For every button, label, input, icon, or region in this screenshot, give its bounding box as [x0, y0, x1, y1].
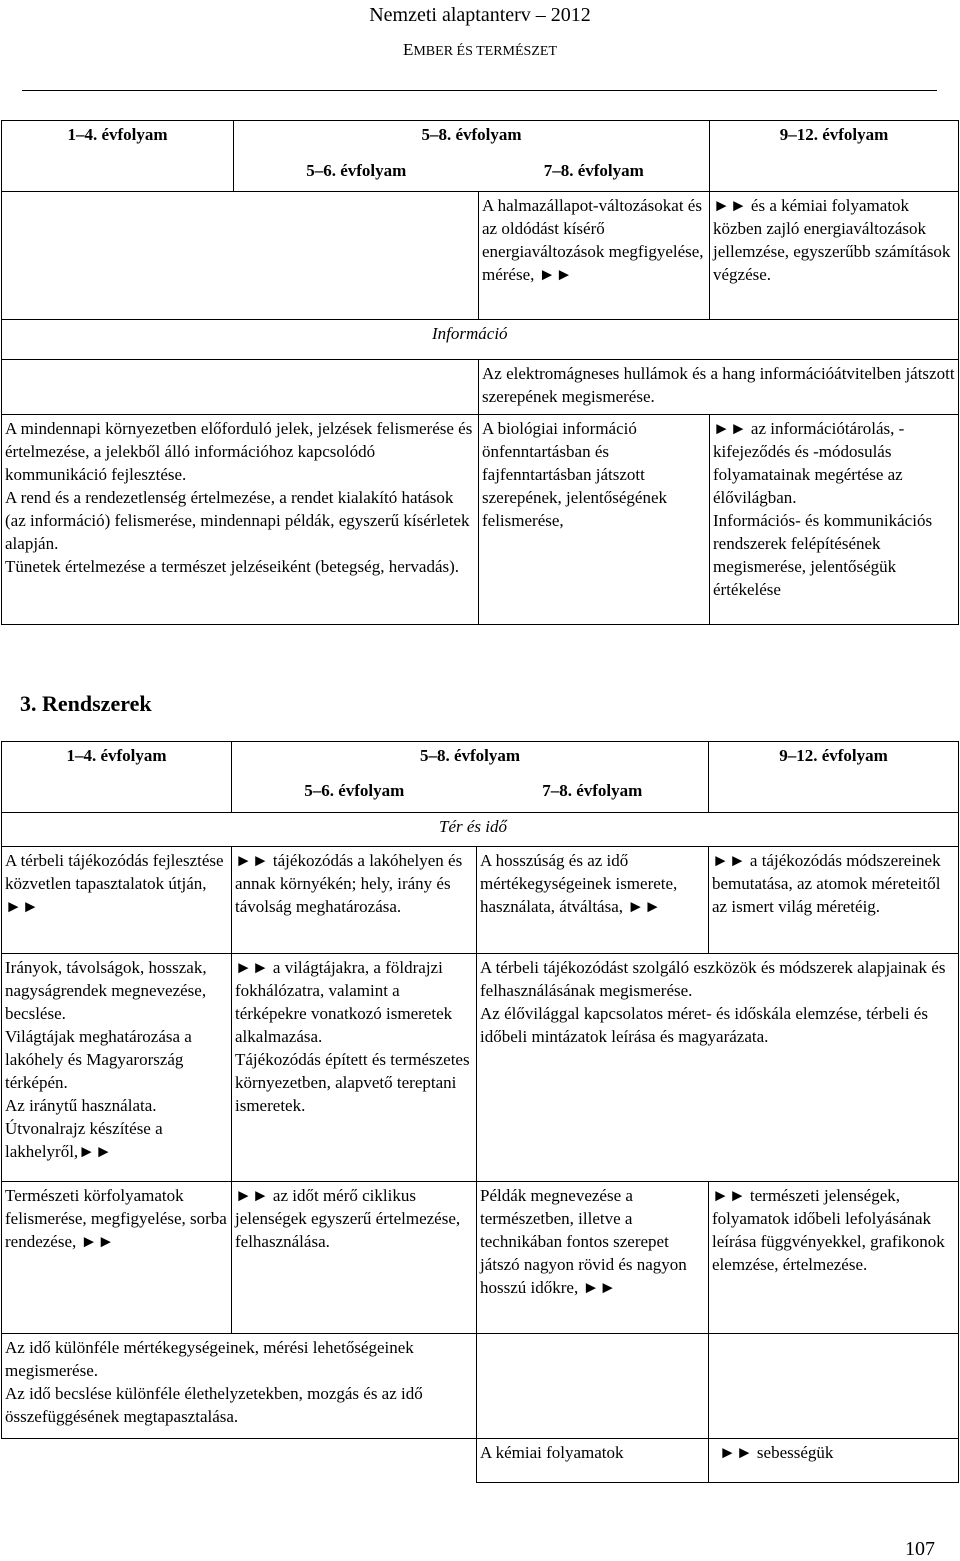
t2-header-9-12: 9–12. évfolyam	[709, 742, 959, 813]
t2-r2-1-4-para: Irányok, távolságok, hosszak, nagyságrendek megnevezése, becslése.	[5, 958, 207, 1023]
t2-r2-5-6-para: ►► a világtájakra, a földrajzi fokhálózatra, valamint a térképekre vonatkozó ismeretek alkalmazása.	[235, 958, 453, 1046]
header-rule	[22, 90, 937, 91]
t1-header-7-8: 7–8. évfolyam	[479, 157, 710, 192]
t1-row-c-9-12-para: Információs- és kommunikációs rendszerek felépítésének megismerése, jelentőségük értékelése	[713, 511, 933, 599]
t1-row-a-9-12: ►► és a kémiai folyamatok közben zajló energiaváltozások jellemzése, egyszerűbb számítások végzése.	[710, 192, 959, 320]
t1-row-c-9-12-para: ►► az információtárolás, -kifejeződés és -módosulás folyamatainak megértése az élővilágban.	[713, 419, 905, 507]
t1-row-c-1-6	[2, 415, 479, 625]
header-subtitle-initial: E	[402, 40, 414, 59]
t1-header-5-8: 5–8. évfolyam	[234, 121, 710, 157]
t2-r1-5-6: ►► tájékozódás a lakóhelyen és annak környékén; hely, irány és távolság meghatározása.	[232, 847, 477, 954]
t2-header-5-8: 5–8. évfolyam	[232, 742, 709, 777]
information-table	[1, 120, 959, 625]
t2-r5-empty	[2, 1439, 477, 1483]
t1-row-a-empty	[2, 192, 479, 320]
t2-r3-9-12: ►► természeti jelenségek, folyamatok időbeli lefolyásának leírása függvényekkel, grafikonok elemzése, értelmezése.	[709, 1182, 959, 1334]
t2-r3-5-6: ►► az időt mérő ciklikus jelenségek egyszerű értelmezése, felhasználása.	[232, 1182, 477, 1334]
t2-r4-1-6-para: Az idő becslése különféle élethelyzetekben, mozgás és az idő összefüggésének megtapasztalása.	[5, 1384, 423, 1426]
t2-r1-9-12: ►► a tájékozódás módszereinek bemutatása, az atomok méreteitől az ismert világ méretéig.	[709, 847, 959, 954]
t1-header-5-6: 5–6. évfolyam	[234, 157, 479, 192]
t2-r5-7-8: A kémiai folyamatok	[477, 1439, 709, 1483]
t2-r5-9-12: ►► sebességük	[709, 1439, 959, 1483]
t2-r4-9-12-empty	[709, 1334, 959, 1439]
page-number: 107	[905, 1538, 935, 1560]
t2-r4-1-6-para: Az idő különféle mértékegységeinek, mérési lehetőségeinek megismerése.	[5, 1338, 414, 1380]
t1-header-1-4: 1–4. évfolyam	[2, 121, 234, 192]
t1-row-c-7-8: A biológiai információ önfenntartásban és fajfenntartásban játszott szerepének, jelentőségének felismerése,	[479, 415, 710, 625]
t2-r3-1-4: Természeti körfolyamatok felismerése, megfigyelése, sorba rendezése, ►►	[2, 1182, 232, 1334]
t2-r2-1-4-para: Világtájak meghatározása a lakóhely és Magyarország térképén.	[5, 1027, 192, 1092]
t1-row-c-1-6-para: Tünetek értelmezése a természet jelzéseiként (betegség, hervadás).	[5, 557, 460, 576]
t2-r2-5-6-para: Tájékozódás épített és természetes környezetben, alapvető tereptani ismeretek.	[235, 1050, 470, 1115]
t2-r3-7-8: Példák megnevezése a természetben, illetve a technikában fontos szerepet játszó nagyon rövid és nagyon hosszú időkre, ►►	[477, 1182, 709, 1334]
t2-r4-1-6	[2, 1334, 477, 1439]
t2-r2-1-4	[2, 954, 232, 1182]
t2-r2-7-12-para: Az élővilággal kapcsolatos méret- és időskála elemzése, térbeli és időbeli mintázatok leírása és magyarázata.	[480, 1004, 928, 1046]
t2-r2-7-12	[477, 954, 959, 1182]
header-title: Nemzeti alaptanterv – 2012	[369, 4, 591, 26]
t2-r1-7-8: A hosszúság és az idő mértékegységeinek ismerete, használata, átváltása, ►►	[477, 847, 709, 954]
t2-r4-7-8-empty	[477, 1334, 709, 1439]
t1-header-9-12: 9–12. évfolyam	[710, 121, 959, 192]
t2-r2-5-6	[232, 954, 477, 1182]
t1-row-c-9-12	[710, 415, 959, 625]
section-title: 3. Rendszerek	[20, 691, 152, 716]
header-subtitle-rest: MBER ÉS TERMÉSZET	[413, 44, 558, 59]
t2-header-5-6: 5–6. évfolyam	[232, 777, 477, 813]
t2-r2-1-4-para: Útvonalrajz készítése a lakhelyről,►►	[5, 1119, 163, 1161]
t1-row-a-7-8: A halmazállapot-változásokat és az oldódást kísérő energiaváltozások megfigyelése, mérése, ►►	[479, 192, 710, 320]
t1-row-c-1-6-para: A rend és a rendezetlenség értelmezése, a rendet kialakító hatások (az információ) felismerése, mindennapi példák, egyszerű kísérletek alapján.	[5, 488, 470, 553]
t2-heading-ter-es-ido: Tér és idő	[2, 813, 959, 847]
t1-row-c-1-6-para: A mindennapi környezetben előforduló jelek, jelzések felismerése és értelmezése, a jelekből álló információhoz kapcsolódó kommunikáció fejlesztése.	[5, 419, 473, 484]
space-time-table	[1, 741, 959, 1483]
t2-header-7-8: 7–8. évfolyam	[477, 777, 709, 813]
t2-r2-1-4-para: Az iránytű használata.	[5, 1096, 157, 1115]
header-subtitle	[0, 38, 960, 63]
t2-r2-7-12-para: A térbeli tájékozódást szolgáló eszközök és módszerek alapjainak és felhasználásának megismerése.	[480, 958, 946, 1000]
t2-r1-1-4: A térbeli tájékozódás fejlesztése közvetlen tapasztalatok útján, ►►	[2, 847, 232, 954]
t1-row-b-empty	[2, 360, 479, 415]
t1-heading-informacio: Információ	[2, 320, 959, 360]
t2-header-1-4: 1–4. évfolyam	[2, 742, 232, 813]
t1-row-b-7-8: Az elektromágneses hullámok és a hang információátvitelben játszott szerepének megismerése.	[479, 360, 959, 415]
